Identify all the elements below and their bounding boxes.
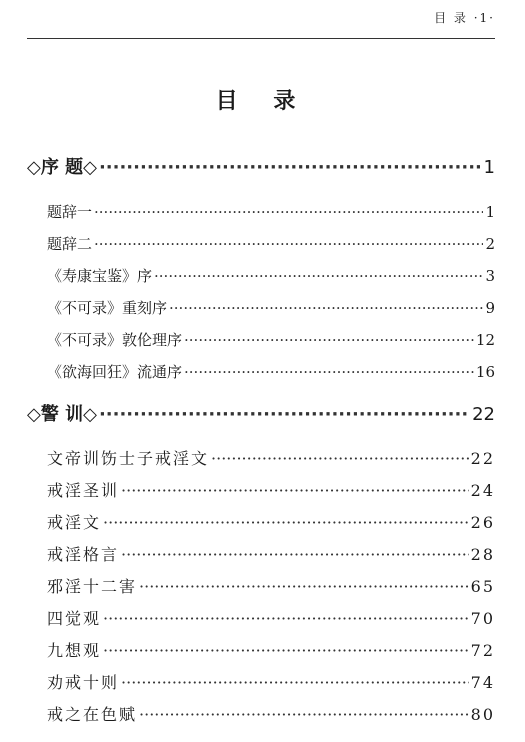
dot-leader <box>121 545 469 564</box>
toc-entry[interactable] <box>47 329 495 350</box>
toc-page-number: 1 <box>485 203 495 221</box>
toc-page-number: 1 <box>483 157 495 178</box>
dot-leader <box>211 449 469 468</box>
toc-entry[interactable] <box>47 265 495 286</box>
toc-page-number: 80 <box>470 705 495 724</box>
toc-entry[interactable] <box>47 361 495 382</box>
toc-entry[interactable] <box>47 478 495 501</box>
dot-leader <box>103 609 469 628</box>
toc-entry[interactable] <box>47 574 495 597</box>
toc-entry-label: 戒淫文 <box>47 513 102 532</box>
dot-leader <box>99 157 482 178</box>
dot-leader <box>94 235 483 253</box>
dot-leader <box>99 404 470 425</box>
toc-entry-label: 戒之在色赋 <box>47 705 138 724</box>
toc-entry-label: 戒淫圣训 <box>47 481 120 500</box>
toc-entry-label: 戒淫格言 <box>47 545 120 564</box>
running-header: 目 录 ·1· <box>434 11 495 25</box>
toc-section-1[interactable] <box>27 153 495 179</box>
toc-page-number: 26 <box>470 513 495 532</box>
toc-entry[interactable] <box>47 510 495 533</box>
dot-leader <box>169 299 483 317</box>
toc-page-number: 12 <box>475 331 495 349</box>
dot-leader <box>103 513 469 532</box>
toc-entry-label: 《不可录》重刻序 <box>47 299 168 317</box>
toc-page-number: 28 <box>470 545 495 564</box>
toc-entry[interactable] <box>47 201 495 222</box>
toc-entry-label: 题辞一 <box>47 203 93 221</box>
dot-leader <box>94 203 483 221</box>
dot-leader <box>103 641 469 660</box>
toc-section-label: ◇警 训◇ <box>27 404 97 425</box>
toc-entry-label: 题辞二 <box>47 235 93 253</box>
toc-page-number: 74 <box>470 673 495 692</box>
toc-section-label: ◇序 题◇ <box>27 157 97 178</box>
dot-leader <box>121 673 469 692</box>
toc-entry[interactable] <box>47 670 495 693</box>
dot-leader <box>121 481 469 500</box>
toc-entry-label: 九想观 <box>47 641 102 660</box>
toc-entry-label: 《欲海回狂》流通序 <box>47 363 183 381</box>
toc-page-number: 3 <box>485 267 495 285</box>
toc-page-number: 9 <box>485 299 495 317</box>
dot-leader <box>139 577 469 596</box>
toc-page-number: 22 <box>472 404 495 425</box>
toc-section-2[interactable] <box>27 400 495 426</box>
toc-entry[interactable] <box>47 702 495 725</box>
toc-entry[interactable] <box>47 638 495 661</box>
dot-leader <box>154 267 483 285</box>
toc-entry-label: 文帝训饬士子戒淫文 <box>47 449 210 468</box>
dot-leader <box>139 705 469 724</box>
toc-page-number: 70 <box>470 609 495 628</box>
toc-page-number: 16 <box>475 363 495 381</box>
toc-page-number: 72 <box>470 641 495 660</box>
toc-page-number: 24 <box>470 481 495 500</box>
page-title: 目 录 <box>215 89 310 114</box>
dot-leader <box>184 363 474 381</box>
toc-entry-label: 四觉观 <box>47 609 102 628</box>
toc-entry-label: 《寿康宝鉴》序 <box>47 267 153 285</box>
toc-entry[interactable] <box>47 606 495 629</box>
toc-page-number: 22 <box>470 449 495 468</box>
toc-entry-label: 《不可录》敦伦理序 <box>47 331 183 349</box>
toc-entry[interactable] <box>47 233 495 254</box>
toc-page-number: 2 <box>485 235 495 253</box>
toc-entry-label: 劝戒十则 <box>47 673 120 692</box>
toc-entry[interactable] <box>47 542 495 565</box>
header-rule <box>27 38 495 39</box>
toc-entry[interactable] <box>47 297 495 318</box>
dot-leader <box>184 331 474 349</box>
toc-entry-label: 邪淫十二害 <box>47 577 138 596</box>
toc-page-number: 65 <box>470 577 495 596</box>
toc-entry[interactable] <box>47 446 495 469</box>
